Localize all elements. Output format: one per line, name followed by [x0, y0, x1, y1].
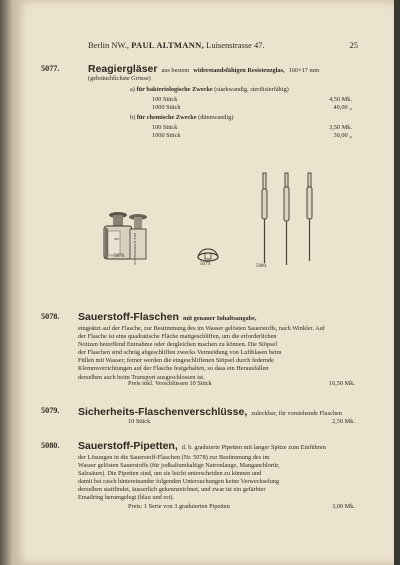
sub-a-note: (starkwandig, sterilisierfähig) [214, 86, 289, 93]
entry-5079-price: 2,50 Mk. [332, 418, 355, 425]
caption-5078: 5078. [114, 254, 126, 259]
sub-a-price-2: 40,00 „ [333, 104, 352, 111]
entry-number-5078: 5078. [41, 312, 60, 321]
entry-5078-line: derselben auch beim Transport ausgeschlossen ist. [78, 373, 205, 381]
entry-5080-body [78, 454, 358, 503]
svg-text:PAUL ALTMANN BERLIN: PAUL ALTMANN BERLIN [133, 233, 137, 265]
entry-5078-line: Klemmvorrichtungen auf der Flasche festgehalten, so dass ein Herausfallen [78, 365, 269, 373]
entry-5077-desc: aus bestem [161, 67, 190, 74]
sub-b-label: b) [130, 114, 136, 121]
entry-title-5077: Reagiergläser [88, 63, 158, 75]
entry-number-5080: 5080. [41, 441, 60, 450]
entry-5078-suffix: mit genauer Inhaltsangabe, [182, 315, 257, 322]
sub-a-label: a) [130, 86, 135, 93]
sub-b-price-2: 30,00 „ [333, 132, 352, 139]
book-spine [0, 0, 14, 565]
sub-a-qty-1: 100 Stück [152, 96, 178, 103]
entry-5077-sub-b [130, 114, 233, 121]
sub-b-note: (dünnwandig) [198, 114, 234, 121]
sub-a-price-1: 4,50 Mk. [329, 96, 352, 103]
entry-title-5080: Sauerstoff-Pipetten, [78, 440, 178, 452]
entry-5080-line: Emailring herumgelegt (blau und rot). [78, 494, 174, 502]
oxygen-bottle-illustration [104, 212, 147, 265]
entry-5078-line: der Flaschen sind schräg abgeschliffen zwecks Vermeidung von Luftblasen beim [78, 349, 282, 357]
bottle-clip-illustration [198, 249, 218, 261]
entry-5080-line: Salzsäure). Die Pipetten sind, um sie leicht unterscheiden zu können und [78, 470, 262, 478]
svg-text:300: 300 [114, 237, 120, 241]
entry-5077-desc-2: (gebräuchlichste Grösse) [88, 75, 151, 82]
pipettes-illustration [262, 173, 312, 265]
sub-a-title: für bakteriologische Zwecke [136, 86, 213, 93]
entry-title-5078: Sauerstoff-Flaschen [78, 311, 179, 323]
header-location: Berlin NW., [88, 40, 130, 50]
entry-5077-size: 160×17 mm [288, 67, 320, 74]
entry-5079-qty: 10 Stück [128, 418, 151, 425]
entry-5080-line: damit bei rasch hintereinander folgenden Untersuchungen keine Verwechselung [78, 478, 280, 486]
caption-5080: 5080. [256, 264, 268, 269]
entry-5078-line: der Flasche ist eine quadratische Fläche mattgeschliffen, um die erforderlichen [78, 333, 277, 341]
entry-5077-sub-a [130, 86, 289, 93]
entry-5078-line: Füllen mit Wasser; ferner werden die eingeschliffenen Stöpsel durch federnde [78, 357, 274, 365]
entry-5080-line: d. h. graduierte Pipetten mit langer Spitze zum Einführen [181, 444, 326, 451]
entry-number-5079: 5079. [41, 406, 60, 415]
entry-5078-line: eingeätzt auf der Flasche, zur Bestimmung des im Wasser gelösten Sauerstoffs, nach Winkler. Auf [78, 325, 325, 332]
sub-a-qty-2: 1000 Stück [152, 104, 181, 111]
entry-5078 [78, 307, 358, 382]
entry-5080-price: 3,00 Mk. [332, 503, 355, 510]
sub-b-title: für chemische Zwecke [136, 114, 197, 121]
entry-number-5077: 5077. [41, 64, 60, 73]
page-number: 25 [349, 40, 358, 50]
sub-b-price-1: 3,50 Mk. [329, 124, 352, 131]
entry-5080-line: derselben stattfindet, äusserlich gekennzeichnet, und zwar ist ein gefärbter [78, 486, 266, 494]
entry-5078-price-label: Preis inkl. Verschlüssen 10 Stück [128, 380, 212, 387]
entry-5080 [78, 436, 358, 503]
header-address: Luisenstrasse 47. [206, 40, 265, 50]
entry-5078-price: 16,50 Mk. [328, 380, 355, 387]
product-illustrations [90, 165, 330, 270]
caption-5079: 5079. [200, 262, 212, 267]
page-header [88, 40, 358, 50]
entry-5080-price-label: Preis: 1 Serie von 3 graduierten Pipetten [128, 503, 230, 510]
sub-b-qty-2: 1000 Stück [152, 132, 181, 139]
entry-5080-line: Wasser gelösten Sauerstoffs (für jodkaliumhaltige Natronlauge, Manganchlorür, [78, 462, 280, 470]
entry-title-5079: Sicherheits-Flaschenverschlüsse, [78, 406, 248, 418]
entry-5077-desc-bold: widerstandsfähigen Resistenzglas, [193, 67, 285, 74]
entry-5079-suffix: zuleckbar, für vorstehende Flaschen [251, 410, 342, 417]
sub-b-qty-1: 100 Stück [152, 124, 178, 131]
entry-5078-line: Notizen betreffend Entnahme oder dergleichen machen zu können. Die Stöpsel [78, 341, 278, 349]
entry-5078-body [78, 325, 358, 382]
header-firm: PAUL ALTMANN, [131, 40, 204, 50]
entry-5080-line: der Lösungen in die Sauerstoff-Flaschen (Nr. 5078) zur Bestimmung des im [78, 454, 270, 461]
